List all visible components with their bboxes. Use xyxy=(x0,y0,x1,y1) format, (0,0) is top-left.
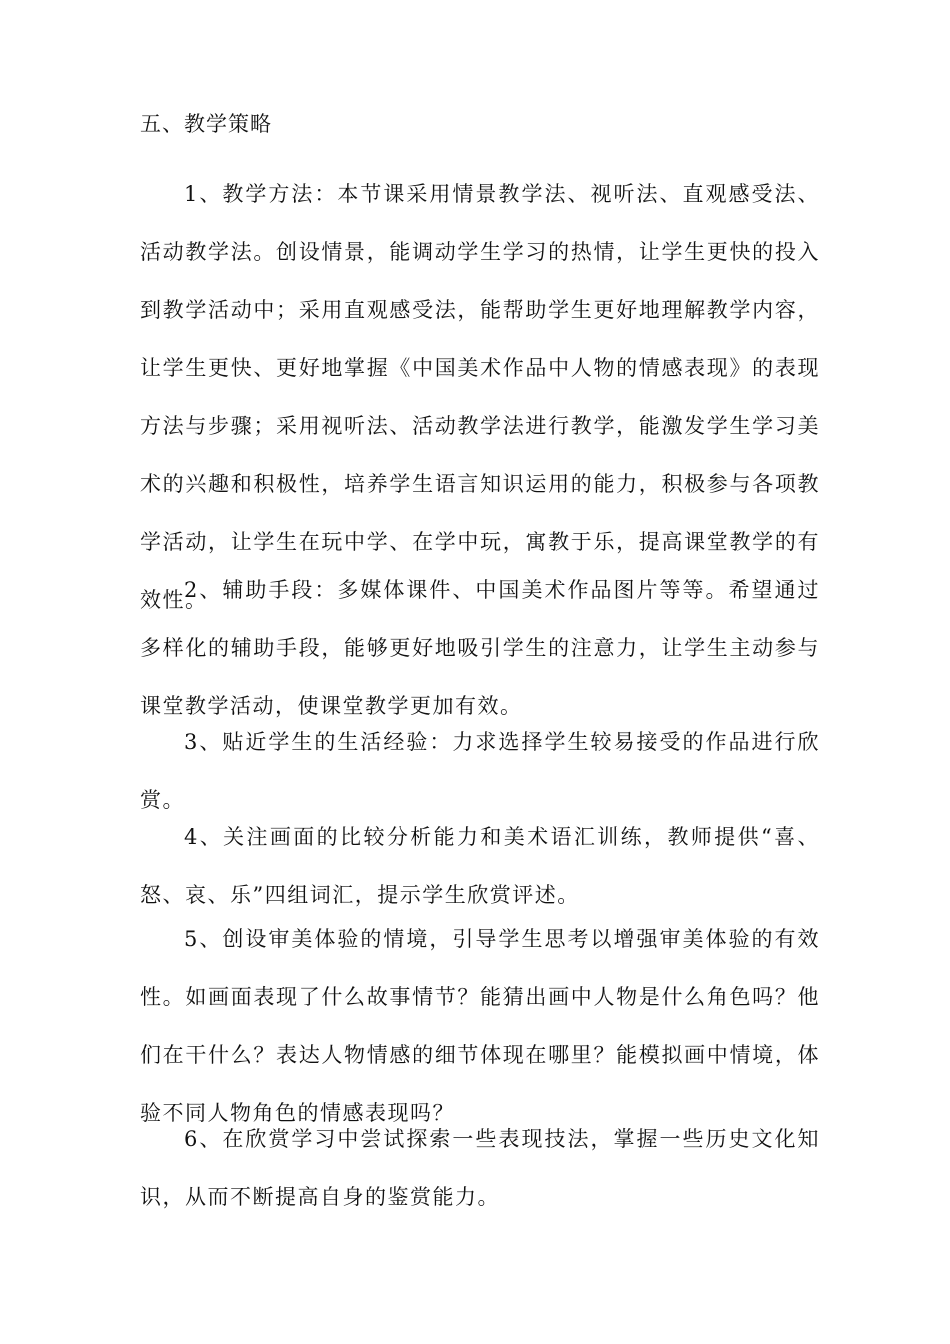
paragraph-line: 课堂教学活动，使课堂教学更加有效。 xyxy=(140,694,523,718)
paragraph-line: 们在干什么？表达人物情感的细节体现在哪里？能模拟画中情境，体 xyxy=(140,1043,820,1067)
paragraph-line: 性。如画面表现了什么故事情节？能猜出画中人物是什么角色吗？他 xyxy=(140,985,820,1009)
paragraph-aesthetic-experience xyxy=(140,910,820,1142)
paragraph-line: 让学生更快、更好地掌握《中国美术作品中人物的情感表现》的表现 xyxy=(140,356,820,380)
paragraph-line: 到教学活动中；采用直观感受法，能帮助学生更好地理解教学内容， xyxy=(140,298,820,322)
paragraph-line: 效性。 xyxy=(140,588,208,612)
paragraph-line: 赏。 xyxy=(140,788,185,812)
paragraph-line: 2、辅助手段：多媒体课件、中国美术作品图片等等。希望通过 xyxy=(184,578,820,602)
paragraph-line: 方法与步骤；采用视听法、活动教学法进行教学，能激发学生学习美 xyxy=(140,414,820,438)
paragraph-teaching-methods xyxy=(140,165,820,629)
paragraph-line: 6、在欣赏学习中尝试探索一些表现技法，掌握一些历史文化知 xyxy=(184,1127,820,1151)
paragraph-line: 怒、哀、乐”四组词汇，提示学生欣赏评述。 xyxy=(140,883,580,907)
paragraph-techniques-knowledge xyxy=(140,1110,820,1226)
paragraph-auxiliary-means xyxy=(140,561,820,735)
paragraph-line: 多样化的辅助手段，能够更好地吸引学生的注意力，让学生主动参与 xyxy=(140,636,820,660)
paragraph-line: 识，从而不断提高自身的鉴赏能力。 xyxy=(140,1185,500,1209)
paragraph-line: 验不同人物角色的情感表现吗？ xyxy=(140,1101,455,1125)
paragraph-line: 4、关注画面的比较分析能力和美术语汇训练，教师提供“喜、 xyxy=(184,825,820,849)
paragraph-analysis-vocabulary xyxy=(140,808,820,924)
paragraph-line: 活动教学法。创设情景，能调动学生学习的热情，让学生更快的投入 xyxy=(140,240,820,264)
paragraph-line: 术的兴趣和积极性，培养学生语言知识运用的能力，积极参与各项教 xyxy=(140,472,820,496)
paragraph-line: 1、教学方法：本节课采用情景教学法、视听法、直观感受法、 xyxy=(184,182,820,206)
paragraph-line: 3、贴近学生的生活经验：力求选择学生较易接受的作品进行欣 xyxy=(184,730,820,754)
section-heading: 五、教学策略 xyxy=(140,112,272,136)
paragraph-line: 学活动，让学生在玩中学、在学中玩，寓教于乐，提高课堂教学的有 xyxy=(140,530,820,554)
paragraph-line: 5、创设审美体验的情境，引导学生思考以增强审美体验的有效 xyxy=(184,927,820,951)
